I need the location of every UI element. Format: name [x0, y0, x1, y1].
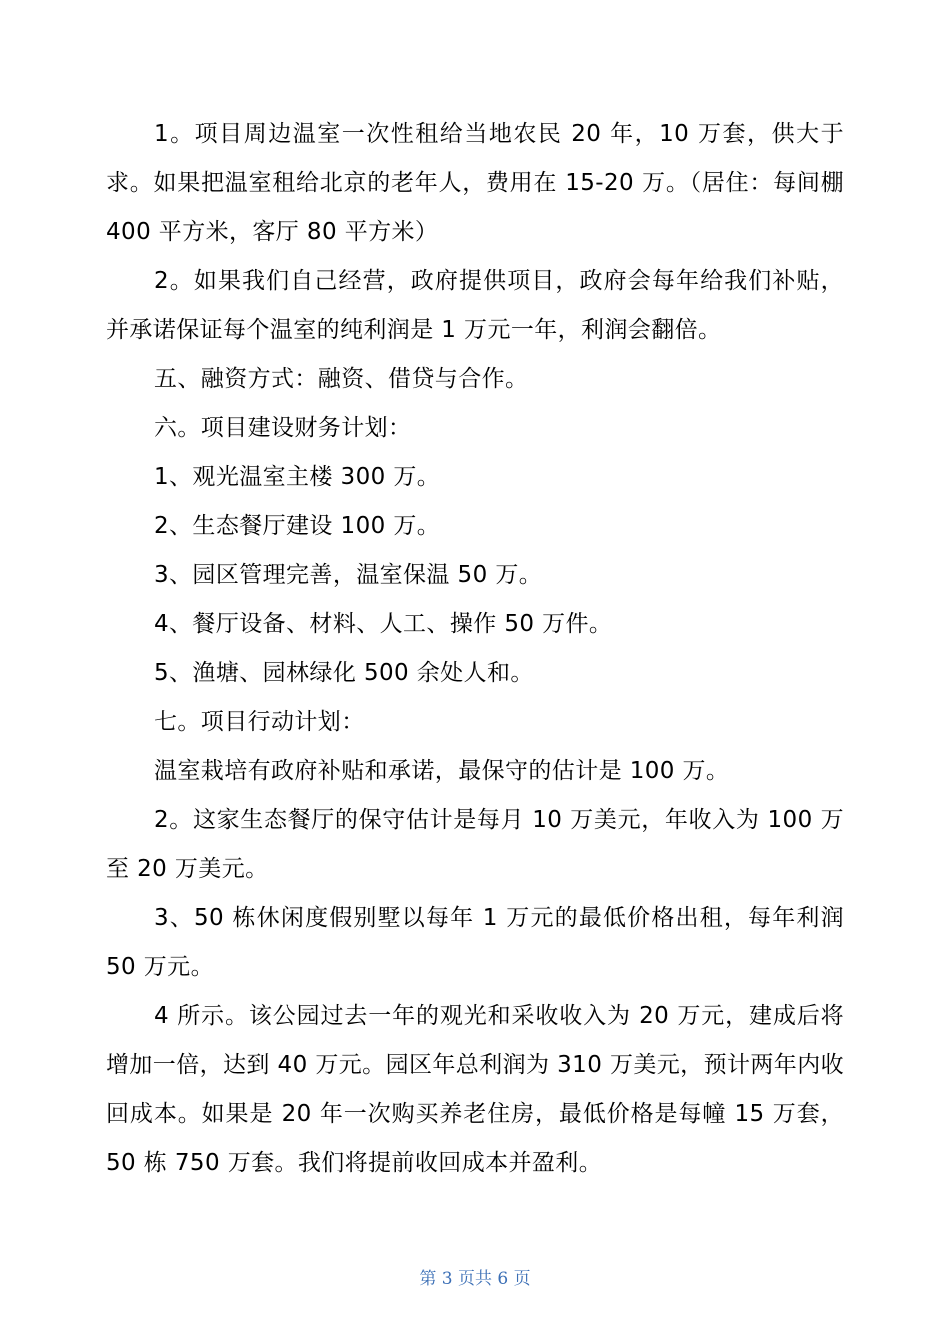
section-heading-finance-plan: 六。项目建设财务计划： — [154, 415, 412, 441]
section-heading-action-plan: 七。项目行动计划： — [154, 709, 365, 735]
list-item: 2、生态餐厅建设 100 万。 — [154, 513, 441, 539]
list-item: 5、渔塘、园林绿化 500 余处人和。 — [154, 660, 534, 686]
paragraph-greenhouse: 温室栽培有政府补贴和承诺，最保守的估计是 100 万。 — [154, 758, 730, 784]
document-body — [106, 110, 844, 1188]
page-number-footer: 第 3 页共 6 页 — [419, 1269, 531, 1289]
paragraph-1: 1。项目周边温室一次性租给当地农民 20 年，10 万套，供大于求。如果把温室租给北京的老年人，费用在 15-20 万。（居住：每间棚 400 平方米，客厅 80 平方米） — [106, 121, 844, 245]
paragraph-park-income: 4 所示。该公园过去一年的观光和采收收入为 20 万元，建成后将增加一倍，达到 40 万元。园区年总利润为 310 万美元，预计两年内收回成本。如果是 20 年一次购买养老住房，最低价格是每幢 15 万套，50 栋 750 万套。我们将提前收回成本并盈利。 — [106, 1003, 844, 1176]
paragraph-2: 2。如果我们自己经营，政府提供项目，政府会每年给我们补贴，并承诺保证每个温室的纯利润是 1 万元一年，利润会翻倍。 — [106, 268, 844, 343]
paragraph-villas: 3、50 栋休闲度假别墅以每年 1 万元的最低价格出租，每年利润 50 万元。 — [106, 905, 844, 980]
list-item: 1、观光温室主楼 300 万。 — [154, 464, 441, 490]
paragraph-restaurant: 2。这家生态餐厅的保守估计是每月 10 万美元，年收入为 100 万至 20 万美元。 — [106, 807, 844, 882]
list-item: 3、园区管理完善，温室保温 50 万。 — [154, 562, 543, 588]
paragraph-financing: 五、融资方式：融资、借贷与合作。 — [154, 366, 529, 392]
list-item: 4、餐厅设备、材料、人工、操作 50 万件。 — [154, 611, 613, 637]
